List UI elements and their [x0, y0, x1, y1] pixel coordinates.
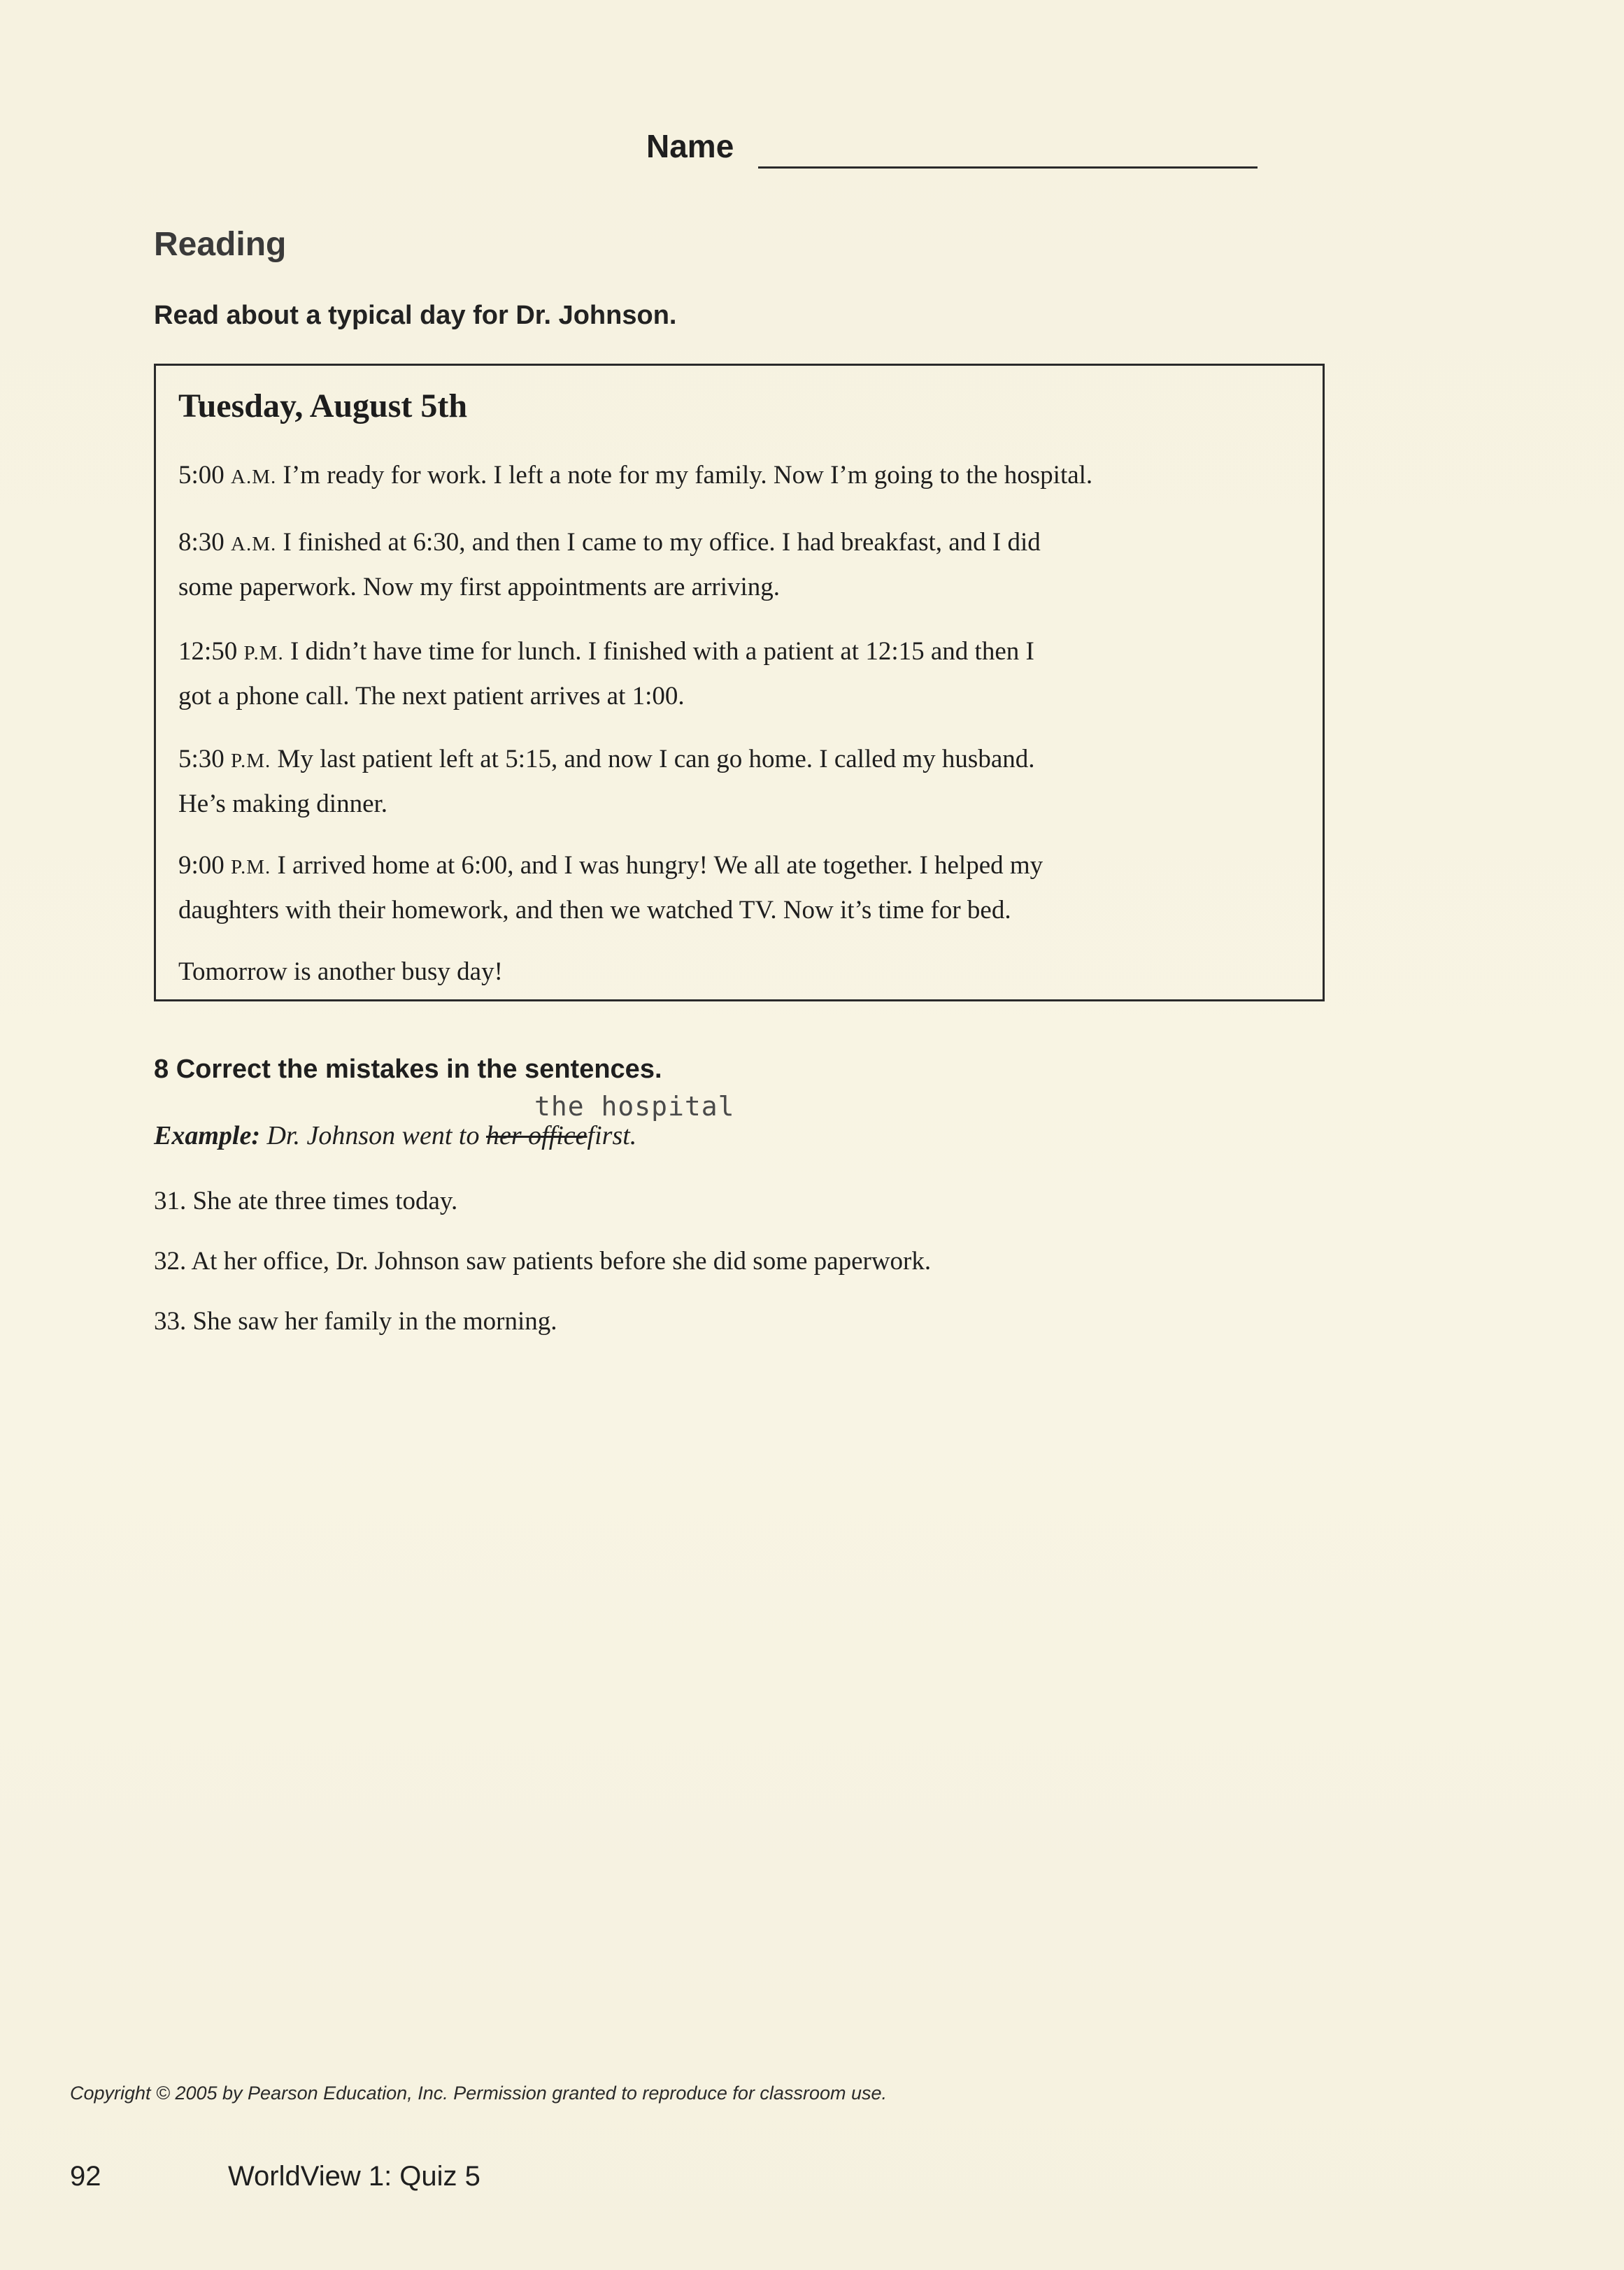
entry-text-continued: got a phone call. The next patient arrives at 1:00.	[178, 682, 685, 711]
example-label: Example:	[154, 1121, 260, 1150]
page-number: 92	[70, 2161, 101, 2192]
journal-entry	[178, 738, 1297, 826]
entry-time: 5:00	[178, 461, 225, 490]
example-text-end: first.	[587, 1121, 637, 1150]
entry-text: I finished at 6:30, and then I came to my office. I had breakfast, and I did	[283, 528, 1041, 557]
exercise-item: 32. At her office, Dr. Johnson saw patients before she did some paperwork.	[154, 1247, 932, 1276]
entry-period: P.M.	[243, 642, 284, 664]
journal-date: Tuesday, August 5th	[178, 387, 468, 424]
struck-text: her office	[485, 1121, 587, 1150]
section-title: Reading	[154, 226, 287, 263]
name-label: Name	[646, 128, 734, 164]
journal-closing: Tomorrow is another busy day!	[178, 957, 503, 986]
entry-text: I’m ready for work. I left a note for my family. Now I’m going to the hospital.	[283, 461, 1093, 490]
entry-period: P.M.	[231, 856, 271, 878]
entry-text: I didn’t have time for lunch. I finished with a patient at 12:15 and then I	[290, 637, 1034, 666]
entry-period: A.M.	[231, 466, 277, 488]
entry-time: 8:30	[178, 528, 225, 557]
journal-entry	[178, 521, 1297, 609]
journal-box	[154, 364, 1325, 1001]
exercise-title: 8 Correct the mistakes in the sentences.	[154, 1055, 662, 1084]
exercise-item: 31. She ate three times today.	[154, 1187, 458, 1215]
entry-time: 12:50	[178, 637, 238, 666]
entry-text-continued: He’s making dinner.	[178, 790, 388, 818]
example-sentence	[154, 1120, 636, 1151]
journal-entry	[178, 630, 1297, 718]
entry-period: A.M.	[231, 533, 277, 555]
example-text: Dr. Johnson went to	[266, 1121, 480, 1150]
entry-text: My last patient left at 5:15, and now I can go home. I called my husband.	[277, 745, 1035, 773]
journal-entry	[178, 844, 1297, 932]
copyright-notice: Copyright © 2005 by Pearson Education, Inc. Permission granted to reproduce for classroom use.	[70, 2083, 888, 2104]
entry-time: 9:00	[178, 851, 225, 880]
entry-time: 5:30	[178, 745, 225, 773]
exercise-item: 33. She saw her family in the morning.	[154, 1307, 557, 1336]
entry-text: I arrived home at 6:00, and I was hungry! We all ate together. I helped my	[277, 851, 1044, 880]
handwritten-correction: the hospital	[534, 1091, 735, 1122]
reading-instruction: Read about a typical day for Dr. Johnson.	[154, 301, 677, 330]
name-blank-line[interactable]	[758, 166, 1258, 169]
entry-period: P.M.	[231, 750, 271, 772]
name-field	[646, 127, 1318, 176]
entry-text-continued: daughters with their homework, and then we watched TV. Now it’s time for bed.	[178, 896, 1011, 925]
book-title: WorldView 1: Quiz 5	[228, 2161, 480, 2192]
entry-text-continued: some paperwork. Now my first appointments are arriving.	[178, 573, 781, 601]
journal-entry	[178, 454, 1297, 499]
